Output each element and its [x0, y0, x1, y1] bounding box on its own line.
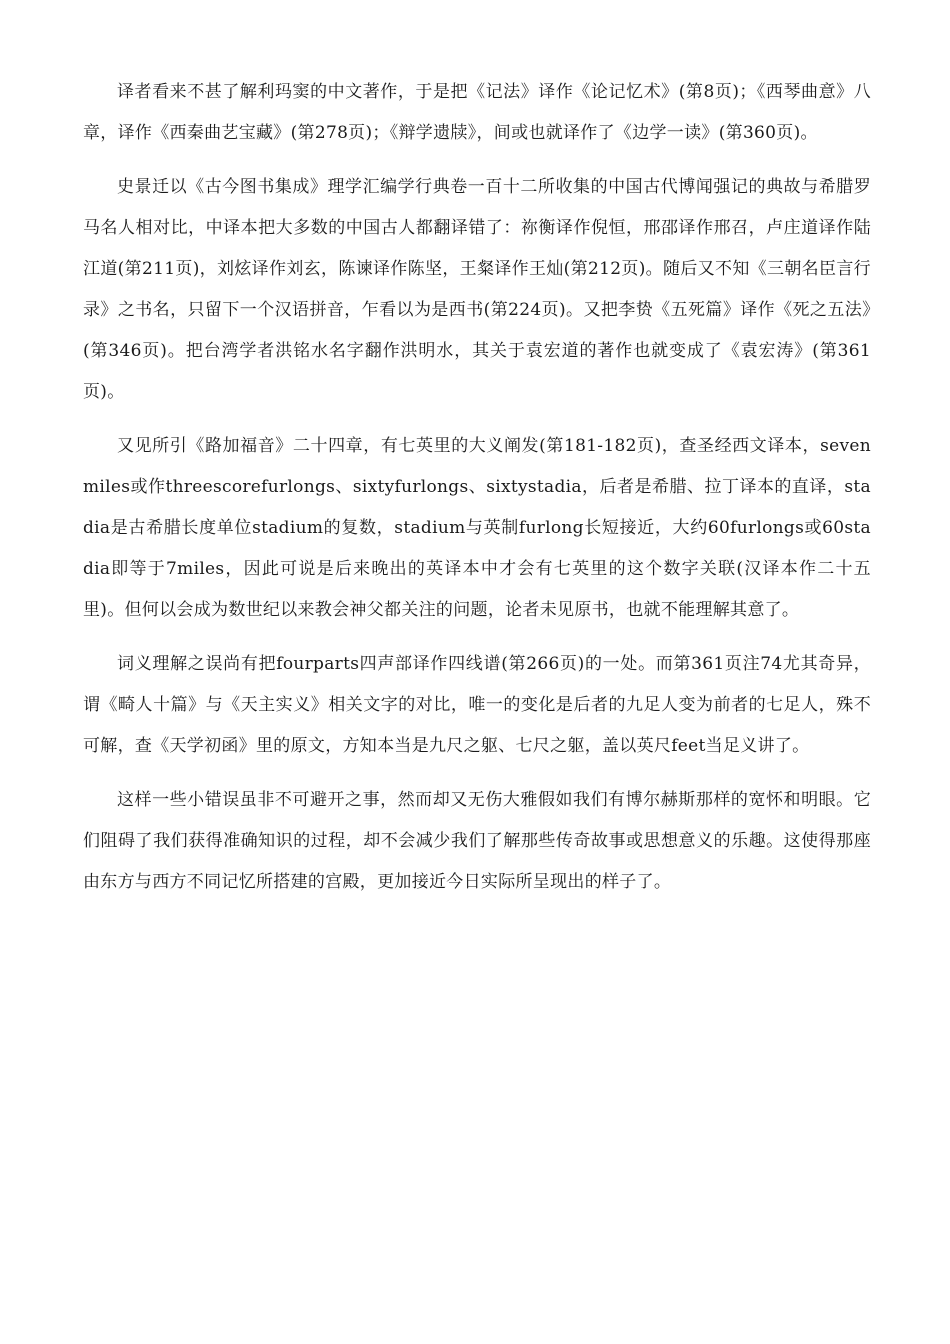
paragraph-conclusion: 这样一些小错误虽非不可避开之事，然而却又无伤大雅假如我们有博尔赫斯那样的宽怀和明眼。它们阻碍了我们获得准确知识的过程，却不会减少我们了解那些传奇故事或思想意义的乐趣。这使得那座由东方与西方不同记忆所搭建的宫殿，更加接近今日实际所呈现出的样子了。 — [83, 790, 871, 892]
paragraph-seven-miles: 又见所引《路加福音》二十四章，有七英里的大义阐发(第181-182页)，查圣经西文译本，sevenmiles或作threescorefurlongs、sixtyfurlongs、sixtystadia，后者是希腊、拉丁译本的直译，stadia是古希腊长度单位stadium的复数，stadium与英制furlong长短接近，大约60furlongs或60stadia即等于7miles，因此可说是后来晚出的英译本中才会有七英里的这个数字关联(汉译本作二十五里)。但何以会成为数世纪以来教会神父都关注的问题，论者未见原书，也就不能理解其意了。 — [83, 436, 871, 620]
paragraph-mistranslated-names: 史景迁以《古今图书集成》理学汇编学行典卷一百十二所收集的中国古代博闻强记的典故与希腊罗马名人相对比，中译本把大多数的中国古人都翻译错了：祢衡译作倪恒，邢邵译作邢召，卢庄道译作陆江道(第211页)，刘炫译作刘玄，陈谏译作陈坚，王粲译作王灿(第212页)。随后又不知《三朝名臣言行录》之书名，只留下一个汉语拼音，乍看以为是西书(第224页)。又把李贽《五死篇》译作《死之五法》(第346页)。把台湾学者洪铭水名字翻作洪明水，其关于袁宏道的著作也就变成了《袁宏涛》(第361页)。 — [83, 177, 871, 402]
document-body — [83, 72, 871, 916]
paragraph-mistranslated-ricci-titles: 译者看来不甚了解利玛窦的中文著作，于是把《记法》译作《论记忆术》(第8页)；《西琴曲意》八章，译作《西秦曲艺宝藏》(第278页)；《辩学遗牍》，间或也就译作了《边学一读》(第360页)。 — [83, 82, 871, 143]
paragraph-word-meaning-errors: 词义理解之误尚有把fourparts四声部译作四线谱(第266页)的一处。而第361页注74尤其奇异，谓《畸人十篇》与《天主实义》相关文字的对比，唯一的变化是后者的九足人变为前者的七足人，殊不可解，查《天学初函》里的原文，方知本当是九尺之躯、七尺之躯，盖以英尺feet当足义讲了。 — [83, 654, 871, 756]
